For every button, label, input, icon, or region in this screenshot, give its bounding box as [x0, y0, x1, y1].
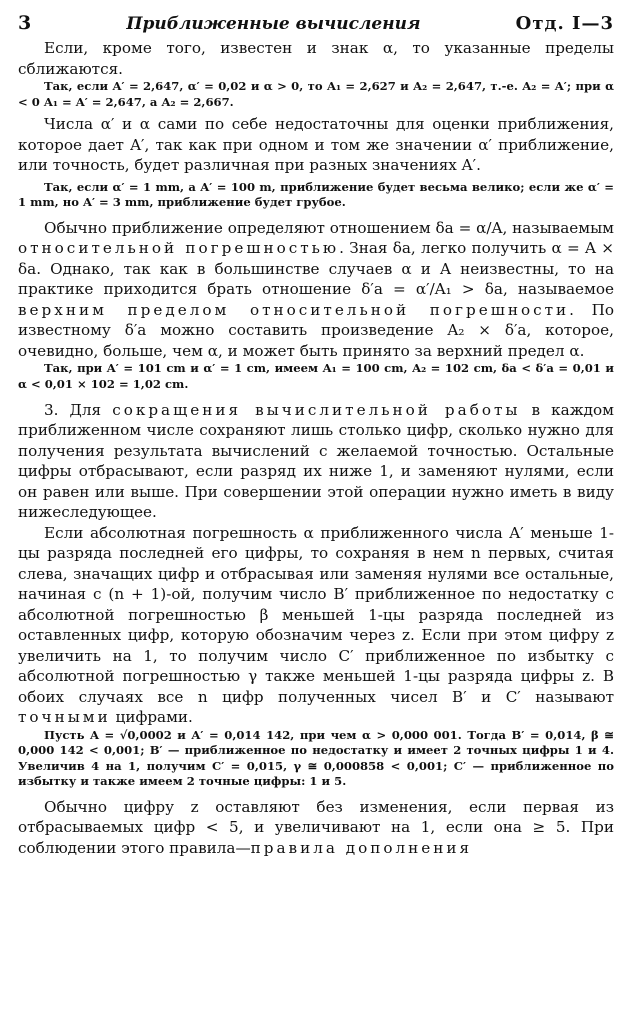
paragraph-rounding-rule [18, 797, 614, 859]
example-sign: Так, если A′ = 2,647, α′ = 0,02 и α > 0, то A₁ = 2,627 и A₂ = 2,647, т.-е. A₂ = A′; при α < 0 A₁ = A′ = 2,647, а A₂ = 2,667. [18, 79, 614, 109]
term-reduction-of-work: сокращения вычислительной работы [112, 400, 521, 419]
exact-digits-part-a: Если абсолютная погрешность α приближенного числа A′ меньше 1-цы разряда последней его цифры, то сохраняя в нем n первых, считая слева, значащих цифр и отбрасывая или заменяя нулями все остальные, начиная с (n + 1)-ой, получим число B′ приближенное по недостатку с абсолютной погрешностью β меньшей 1-цы разряда последней из оставленных цифр, которую обозначим через z. Если при этом цифру z увеличить на 1, то получим число C′ приближенное по избытку с абсолютной погрешностью γ также меньшей 1-цы разряда цифры z. В обоих случаях все n цифр полученных чисел B′ и C′ называют [18, 523, 614, 706]
term-relative-error: относительной погрешностью [18, 239, 340, 258]
example-cm: Так, при A′ = 101 cm и α′ = 1 cm, имеем A₁ = 100 cm, A₂ = 102 cm, δa < δ′a = 0,01 и α < 0,01 × 102 = 1,02 cm. [18, 361, 614, 391]
example-sqrt: Пусть A = √0,0002 и A′ = 0,014 142, при чем α > 0,000 001. Тогда B′ = 0,014, β ≅ 0,000 142 < 0,001; B′ — приближенное по недостатку и имеет 2 точных цифры 1 и 4. Увеличив 4 на 1, получим C′ = 0,015, γ ≅ 0,000858 < 0,001; C′ — приближенное по избытку и также имеем 2 точные цифры: 1 и 5. [18, 727, 614, 789]
page-body [18, 38, 614, 858]
running-title: Приближенные вычисления [126, 14, 421, 34]
relative-error-part-a: Обычно приближение определяют отношением δa = α/A, называемым [44, 218, 614, 237]
paragraph-insufficient: Числа α′ и α сами по себе недостаточны для оценки приближения, которое дает A′, так как при одном и том же значении α′ приближение, или точность, будет различная при разных значениях A′. [18, 115, 614, 175]
paragraph-sign-known: Если, кроме того, известен и знак α, то указанные пределы сближаются. [18, 39, 614, 78]
term-complement-rule: правила дополнения [250, 838, 473, 857]
page-header [18, 12, 614, 38]
paragraph-relative-error [18, 218, 614, 362]
rounding-rule-part-a: Обычно цифру z оставляют без изменения, если первая из отбрасываемых цифр < 5, и увеличивают на 1, если она ≥ 5. При соблюдении этого правила— [18, 797, 614, 857]
section-3-part-c: в каждом приближенном числе сохраняют лишь столько цифр, сколько нужно для получения результата вычислений с желаемой точностью. Остальные цифры отбрасывают, если разряд их ниже 1, и заменяют нулями, если он равен или выше. При совершении этой операции нужно иметь в виду нижеследующее. [18, 400, 614, 522]
relative-error-part-e: . По известному δ′a можно составить произведение A₂ × δ′a, которое, очевидно, больше, чем α, и может быть принято за верхний предел α. [18, 300, 614, 360]
relative-error-part-c: . Зная δa, легко получить α = A × δa. Однако, так как в большинстве случаев α и A неизвестны, то на практике приходится брать отношение δ′a = α′/A₁ > δa, называемое [18, 239, 614, 299]
section-reference: Отд. I—3 [515, 13, 614, 34]
term-exact: точными [18, 708, 111, 727]
paragraph-section-3 [18, 400, 614, 523]
exact-digits-part-c: цифрами. [110, 708, 193, 727]
paragraph-exact-digits [18, 523, 614, 728]
example-mm: Так, если α′ = 1 mm, а A′ = 100 m, приближение будет весьма велико; если же α′ = 1 mm, но A′ = 3 mm, приближение будет грубое. [18, 179, 614, 210]
term-upper-bound: верхним пределом относительной погрешности [18, 300, 570, 319]
section-3-part-a: 3. Для [44, 400, 113, 419]
page-number: 3 [18, 12, 32, 34]
